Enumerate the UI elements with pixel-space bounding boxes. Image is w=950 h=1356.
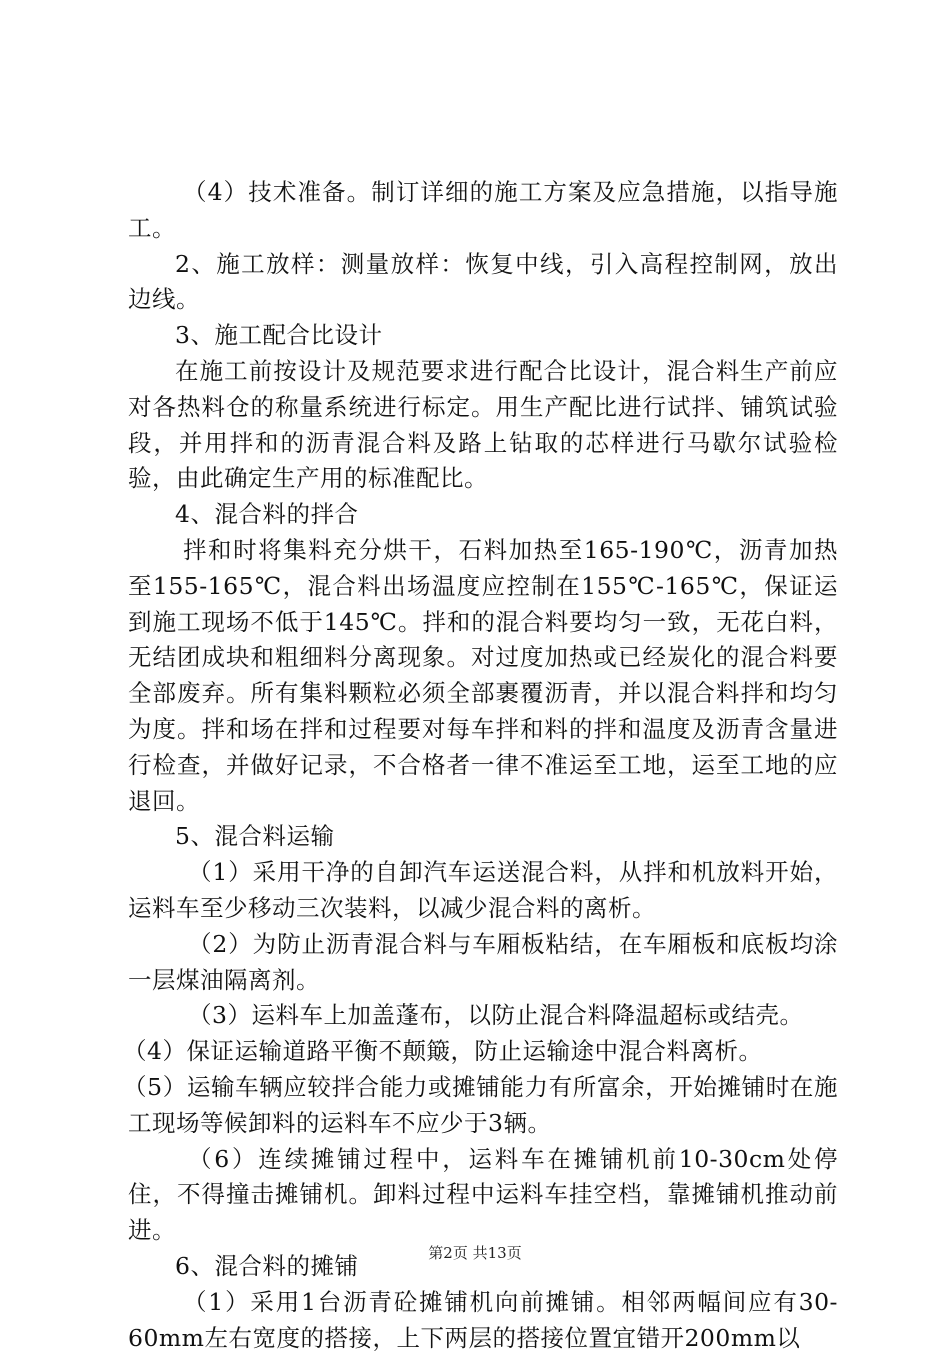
paragraph: （4）保证运输道路平衡不颠簸，防止运输途中混合料离析。: [123, 1037, 763, 1066]
paragraph: 在施工前按设计及规范要求进行配合比设计，混合料生产前应对各热料仓的称量系统进行标定。用生产配比进行试拌、铺筑试验段，并用拌和的沥青混合料及路上钻取的芯样进行马歇尔试验检验，由此确定生产用的标准配比。: [128, 356, 838, 493]
paragraph: 4、混合料的拌合: [175, 500, 359, 529]
page-footer: 第2页 共13页: [428, 1244, 522, 1262]
paragraph: 5、混合料运输: [175, 822, 335, 851]
paragraph: （1）采用干净的自卸汽车运送混合料，从拌和机放料开始，运料车至少移动三次装料，以减少混合料的离析。: [128, 858, 838, 922]
paragraph: （2）为防止沥青混合料与车厢板粘结，在车厢板和底板均涂一层煤油隔离剂。: [128, 929, 838, 994]
paragraph: 2、施工放样：测量放样：恢复中线，引入高程控制网，放出边线。: [128, 249, 838, 314]
paragraph: （4）技术准备。制订详细的施工方案及应急措施，以指导施工。: [128, 178, 838, 242]
document-body: [123, 175, 838, 1356]
paragraph: （5）运输车辆应较拌合能力或摊铺能力有所富余，开始摊铺时在施工现场等候卸料的运料车不应少于3辆。: [123, 1072, 838, 1137]
paragraph: （6）连续摊铺过程中，运料车在摊铺机前10-30cm处停住，不得撞击摊铺机。卸料过程中运料车挂空档，靠摊铺机推动前进。: [128, 1144, 838, 1245]
paragraph: （3）运料车上加盖蓬布，以防止混合料降温超标或结壳。: [188, 1001, 804, 1030]
paragraph: （1）采用1台沥青砼摊铺机向前摊铺。相邻两幅间应有30-60mm左右宽度的搭接，上下两层的搭接位置宜错开200mm以: [128, 1287, 838, 1352]
paragraph: 拌和时将集料充分烘干，石料加热至165-190℃，沥青加热至155-165℃，混合料出场温度应控制在155℃-165℃，保证运到施工现场不低于145℃。拌和的混合料要均匀一致，无花白料，无结团成块和粗细料分离现象。对过度加热或已经炭化的混合料要全部废弃。所有集料颗粒必须全部裹覆沥青，并以混合料拌和均匀为度。拌和场在拌和过程要对每车拌和料的拌和温度及沥青含量进行检查，并做好记录，不合格者一律不准运至工地，运至工地的应退回。: [128, 535, 838, 815]
paragraph: 6、混合料的摊铺: [175, 1251, 359, 1280]
paragraph: 3、施工配合比设计: [175, 321, 383, 350]
